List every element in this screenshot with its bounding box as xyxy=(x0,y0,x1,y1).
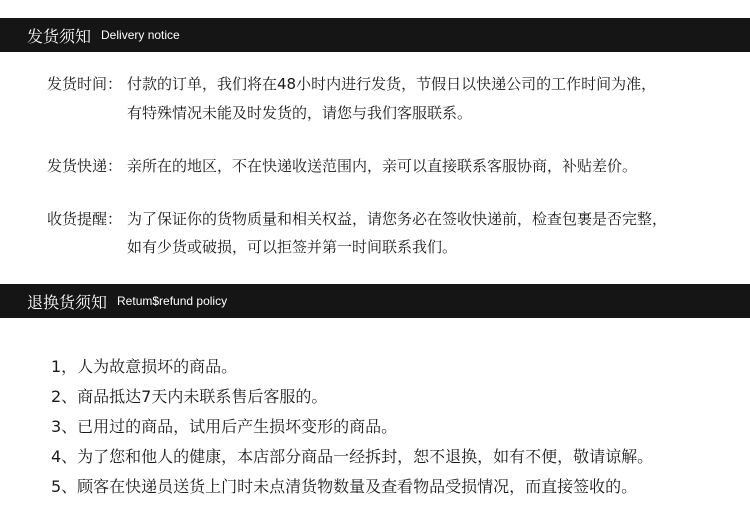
receipt-reminder-label: 收货提醒： xyxy=(47,210,123,228)
delivery-time-label: 发货时间： xyxy=(47,75,123,93)
delivery-notice-header xyxy=(0,18,750,52)
return-policy-subtitle: Retum$refund policy xyxy=(117,294,228,308)
delivery-courier-row xyxy=(47,156,637,176)
receipt-reminder-text-cont: 如有少货或破损，可以拒签并第一时间联系我们。 xyxy=(127,238,458,256)
delivery-courier-text: 亲所在的地区，不在快递收送范围内，亲可以直接联系客服协商，补贴差价。 xyxy=(127,157,638,175)
delivery-time-row xyxy=(47,74,656,94)
return-policy-header xyxy=(0,284,750,318)
return-policy-item: 1，人为故意损坏的商品。 xyxy=(51,357,238,376)
delivery-notice-title: 发货须知 xyxy=(27,26,92,46)
delivery-notice-subtitle: Delivery notice xyxy=(101,28,180,42)
return-policy-item: 3、已用过的商品，试用后产生损坏变形的商品。 xyxy=(51,417,398,436)
return-policy-item: 2、商品抵达7天内未联系售后客服的。 xyxy=(51,387,328,406)
return-policy-item: 4、为了您和他人的健康，本店部分商品一经拆封，恕不退换，如有不便，敬请谅解。 xyxy=(51,447,654,466)
delivery-time-text: 付款的订单，我们将在48小时内进行发货，节假日以快递公司的工作时间为准， xyxy=(127,75,657,93)
delivery-time-text-cont: 有特殊情况未能及时发货的，请您与我们客服联系。 xyxy=(127,104,473,122)
receipt-reminder-row xyxy=(47,209,667,229)
return-policy-item: 5、顾客在快递员送货上门时未点清货物数量及查看物品受损情况，而直接签收的。 xyxy=(51,477,638,496)
delivery-courier-label: 发货快递： xyxy=(47,157,123,175)
return-policy-title: 退换货须知 xyxy=(27,292,108,312)
receipt-reminder-text: 为了保证你的货物质量和相关权益，请您务必在签收快递前，检查包裹是否完整， xyxy=(127,210,668,228)
